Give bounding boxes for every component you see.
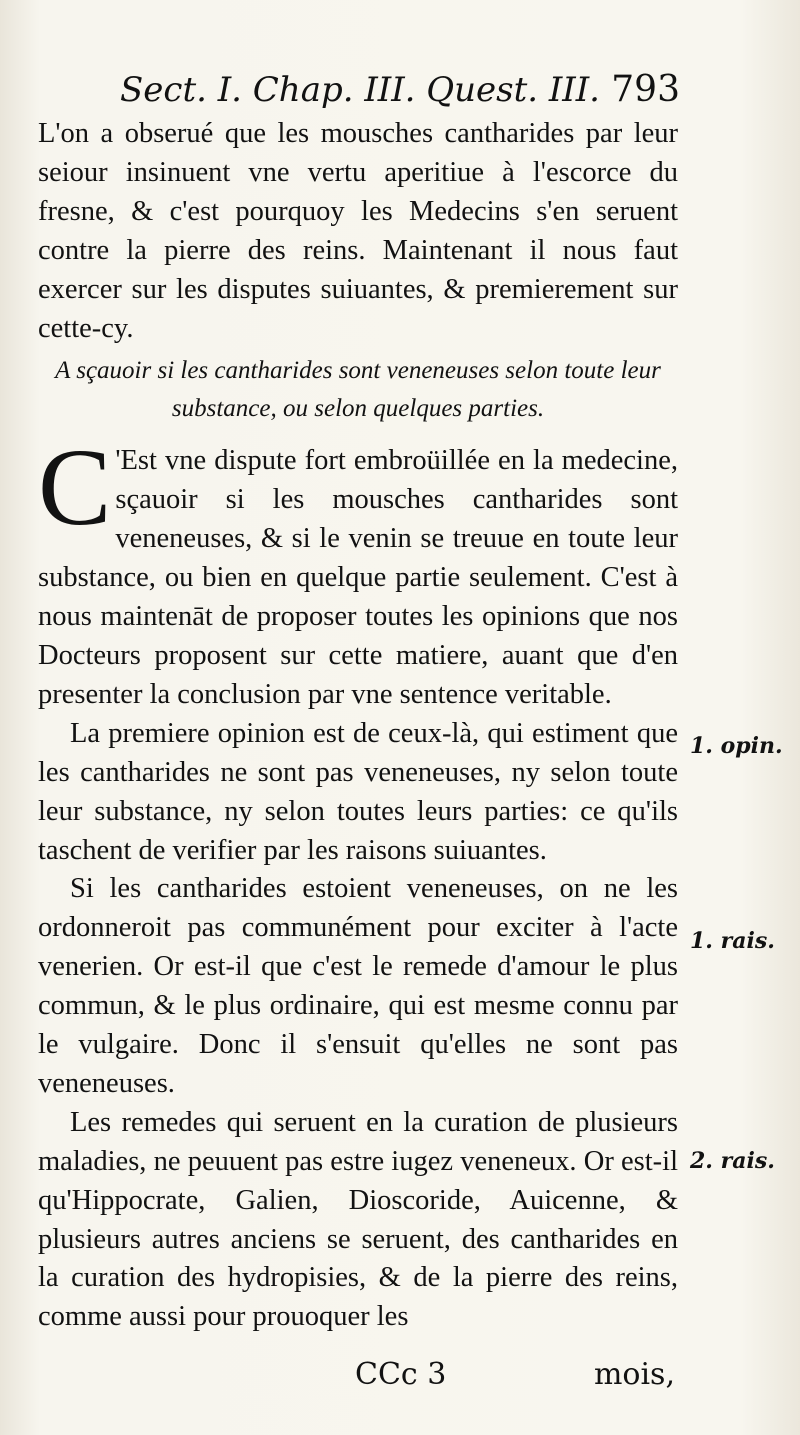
signature-mark: CCc 3 — [355, 1357, 447, 1392]
paragraph-first-reason: Si les cantharides estoient veneneuses, on ne les ordonneroit pas communément pour exciter à l'acte venerien. Or est-il que c'est le remede d'amour le plus commun, & le plus ordinaire, qui est mesme connu par le vulgaire. Donc il s'ensuit qu'elles ne sont pas veneneuses. — [38, 873, 678, 1099]
question-heading: A sçauoir si les cantharides sont veneneuses selon toute leur substance, ou selon quelques parties. — [55, 357, 661, 423]
drop-cap-letter: C — [38, 426, 112, 549]
page-footer — [355, 1357, 675, 1393]
page-body — [38, 115, 678, 1337]
margin-note-opinion: 1. opin. — [690, 733, 783, 759]
dropcap-paragraph-text: 'Est vne dispute fort embroüillée en la medecine, sçauoir si les mousches cantharides sont veneneuses, & si le venin se treuue en toute leur substance, ou bien en quelque partie seulement. C'est à nous maintenāt de proposer toutes les opinions que nos Docteurs proposent sur cette matiere, auant que d'en presenter la conclusion par vne sentence veritable. — [38, 445, 678, 710]
page-number: 793 — [611, 69, 680, 110]
intro-paragraph: L'on a obserué que les mousches cantharides par leur seiour insinuent vne vertu aperitiue à l'escorce du fresne, & c'est pourquoy les Medecins s'en seruent contre la pierre des reins. Maintenant il nous faut exercer sur les disputes suiuantes, & premierement sur cette-cy. — [38, 118, 678, 344]
paragraph-second-reason: Les remedes qui seruent en la curation de plusieurs maladies, ne peuuent pas estre iugez veneneux. Or est-il qu'Hippocrate, Galien, Dioscoride, Auicenne, & plusieurs autres anciens se seruent, des cantharides en la curation des hydropisies, & de la pierre des reins, comme aussi pour prouoquer les — [38, 1106, 678, 1333]
dropcap-paragraph — [38, 426, 678, 714]
margin-note-reason-1: 1. rais. — [690, 928, 775, 954]
running-title: Sect. I. Chap. III. Quest. III. — [120, 70, 600, 110]
running-header — [120, 70, 680, 110]
margin-note-reason-2: 2. rais. — [690, 1148, 775, 1174]
catchword: mois, — [593, 1357, 675, 1392]
paragraph-first-opinion: La premiere opinion est de ceux-là, qui estiment que les cantharides ne sont pas veneneuses, ny selon toute leur substance, ny selon toutes leurs parties: ce qu'ils taschent de verifier par les raisons suiuantes. — [38, 717, 678, 866]
